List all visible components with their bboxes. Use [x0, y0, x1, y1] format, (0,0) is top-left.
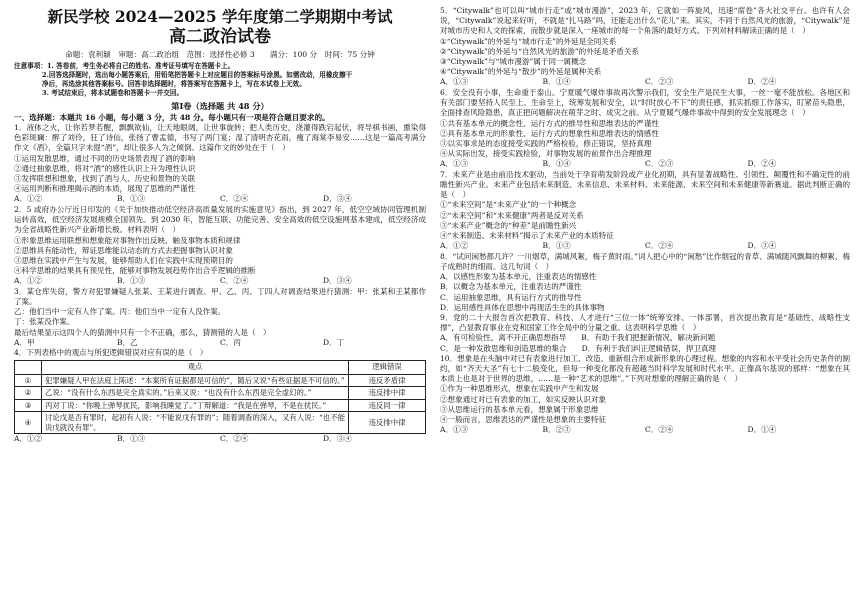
- question-stem: 10．想象是在头脑中对已有表象进行加工、改造、重新组合形成新形象的心理过程。想象的内容和水平受社会历史条件的制约，如“齐天大圣”有七十二般变化，但每一种变化都没有超越当时科学发展和时代水平。正像高尔基说的那样：“想象在其本质上也是对于世界的思维，……是一种“艺术的思维”。”下列对想象的理解正确的是（ ）: [440, 353, 850, 384]
- question-item: ②思维具有能动性，辩证思维能以动态的方式去把握事物认识对象: [14, 245, 233, 255]
- option-a[interactable]: A．①③: [440, 159, 469, 169]
- option-c[interactable]: C．②④: [220, 276, 249, 286]
- table-header: 逻辑错误: [349, 360, 426, 374]
- question-item: ③从思维运行的基本单元看，想象属于形象思维: [440, 404, 599, 414]
- table-row: [15, 412, 426, 434]
- question-item: ①“未来空间”是“未来产业”的一个种概念: [440, 200, 577, 210]
- question-1: [14, 123, 426, 205]
- row-text: 乙说：“没有什么东西是完全真实的。”后来又说：“也没有什么东西是完全虚幻的。”: [42, 387, 349, 400]
- option-a-b[interactable]: A．有可检验性，离不开正确思想指导 B．有助于我们把握新情况，解决新问题: [440, 333, 716, 343]
- question-item: ①共有基本单元的概念性、运行方式的推导性和思维表达的严谨性: [440, 118, 659, 128]
- question-stem: 7．未来产业是由前沿技术驱动，当前处于孕育萌发阶段或产业化初期，具有显著战略性、引领性、颠覆性和不确定性的前瞻性新兴产业。未来产业包括未来制造、未来信息、未来材料、未来能源、未来空间和未来健康等新赛道。据此判断正确的是（ ）: [440, 169, 850, 200]
- option-c[interactable]: C．丙: [220, 337, 241, 347]
- answer-options: [440, 159, 850, 170]
- question-item: ④运用判断和推理揭示酒的本质，展现了思维的严谨性: [14, 184, 196, 194]
- row-number: ③: [15, 399, 42, 412]
- section-note: 一、选择题：本题共 16 小题，每小题 3 分，共 48 分。每小题只有一项是符合题目要求的。: [14, 113, 330, 122]
- question-stem: 3．某仓库失窃，警方对犯罪嫌疑人张某、王某进行调查。甲、乙、丙、丁四人对调查结果进行猜测：甲：张某和王某都作了案。: [14, 286, 426, 307]
- option-c[interactable]: C．②④: [220, 434, 249, 444]
- question-item: ①作为一种思维形式，想象在实践中产生和发展: [440, 384, 599, 394]
- right-column: [434, 0, 860, 607]
- question-3: [14, 287, 426, 349]
- row-text: 讨论戊是否有罪时，起初有人说：“不能说戊有罪的”；随着调查的深入，又有人说：“也不能说戊就没有罪”。: [42, 412, 349, 434]
- note-line: 3. 考试结束后，将本试题卷和答题卡一并交回。: [42, 89, 184, 97]
- question-stem: 6．安全没有小事，生命重于泰山。宁夏暖气爆炸事故再次警示我们，安全生产是民生大事，一丝一毫不能放松。各地区和有关部门要坚持人民至上、生命至上，统筹发展和安全，以“时时放心不下”的责任感，抓实抓细工作落实，盯紧苗头隐患，全面排查风险隐患，真正把问题解决在萌芽之时、成灾之前。从宁夏暖气爆炸事故中得到的安全发展理念（ ）: [440, 87, 850, 118]
- option-a[interactable]: A．①②: [14, 276, 43, 286]
- option-c[interactable]: C．②④: [645, 241, 674, 251]
- option-d[interactable]: D．③④: [323, 276, 352, 286]
- option-a[interactable]: A．①②: [14, 434, 43, 444]
- note-line: 2.回答选择题时，选出每小题答案后，用铅笔把答题卡上对应题目的答案标号涂黑。如需改动，用橡皮擦干: [42, 71, 353, 79]
- question-item: ②通过抽象思维，将对“酒”的感性认识上升为理性认识: [14, 163, 196, 173]
- row-number: ④: [15, 412, 42, 434]
- table-header: 观点: [42, 360, 349, 374]
- option-c[interactable]: C．②④: [645, 425, 674, 435]
- answer-options: [440, 241, 850, 252]
- row-error: 违反排中律: [349, 387, 426, 400]
- row-number: ①: [15, 374, 42, 387]
- option-a[interactable]: A．①③: [440, 425, 469, 435]
- row-text: 犯罪嫌疑人甲在法庭上陈述：“本案所有证据都是可信的”，随后又说“有些证据是不可信的。”: [42, 374, 349, 387]
- option-c[interactable]: C．②③: [645, 77, 674, 87]
- option-b[interactable]: B．②③: [542, 425, 571, 435]
- option-b[interactable]: B．乙: [117, 337, 138, 347]
- option-d[interactable]: D．③④: [323, 194, 352, 204]
- option-c[interactable]: C．②③: [645, 159, 674, 169]
- option-b[interactable]: B．①③: [117, 434, 146, 444]
- question-item: ④从实际出发，接受实践检验，对事物发展的前景作出合理推理: [440, 149, 652, 159]
- option-a[interactable]: A．甲: [14, 337, 35, 347]
- row-error: 违反同一律: [349, 399, 426, 412]
- answer-options: [14, 276, 426, 287]
- option-d[interactable]: D．丁: [323, 337, 345, 347]
- option-b[interactable]: B．①③: [117, 194, 146, 204]
- table-row: [15, 374, 426, 387]
- question-item: ①运用发散思维，通过不同的历史场景表现了酒的影响: [14, 153, 196, 163]
- question-item: ②想象通过对已有表象的加工，如实反映认识对象: [440, 394, 607, 404]
- option-d[interactable]: D．运用感性具体在思想中再现活生生的具体事物: [440, 302, 605, 312]
- option-d[interactable]: D．③④: [323, 434, 352, 444]
- option-a[interactable]: A．①②: [14, 194, 43, 204]
- row-text: 丙对丁说：“你晚上弹琴扰民，影响我睡觉了。”丁辩解道：“我是在弹琴，不是在扰民。”: [42, 399, 349, 412]
- question-item: ②具有基本单元的形象性、运行方式的想象性和思维表达的情感性: [440, 128, 659, 138]
- question-item: ②“未来空间”和“未来健康”两者是反对关系: [440, 210, 584, 220]
- table-row: [15, 399, 426, 412]
- note-line: 注意事项：1. 答卷前，考生务必将自己的姓名、准考证号填写在答题卡上。: [14, 62, 235, 70]
- option-b[interactable]: B．①④: [542, 77, 571, 87]
- question-item: ③“Citywalk”与“城市漫游”属于同一属概念: [440, 57, 587, 67]
- section-title: 第Ⅰ卷（选择题 共 48 分）: [171, 101, 269, 111]
- exam-meta: 命题：袁利颖 审题：高二政治组 范围：选择性必修 3 满分：100 分 时间：75 分钟: [65, 50, 375, 59]
- question-item: ④“Citywalk”的外延与“散步”的外延是属种关系: [440, 67, 602, 77]
- question-item: ③“未来产业”概念的“种差”是前瞻性新兴: [440, 220, 577, 230]
- option-c-d[interactable]: C．是一种发散思维和创造思维的集合 D．有利于我们纠正逻辑错误，捍卫真理: [440, 343, 716, 353]
- question-5: [440, 6, 850, 88]
- question-item: ②“Citywalk”的外延与“自然风光的旅游”的外延是矛盾关系: [440, 46, 640, 56]
- exam-title: 新民学校 2024—2025 学年度第二学期期中考试: [47, 7, 393, 26]
- question-9: [440, 313, 850, 354]
- question-stem: 8．“试问闲愁都几许？一川烟草，满城风絮，梅子黄时雨。”词人把心中的“闲愁”比作烟冠的青草、满城随风飘舞的柳絮、梅子成熟时的细雨。这几句词（ ）: [440, 251, 850, 271]
- answer-options: [440, 77, 850, 88]
- question-10: [440, 354, 850, 436]
- question-stem: 9．党的二十大报告首次把教育、科技、人才进行“三位一体”统筹安排、一体部署，首次提出教育是“基础性、战略性支撑”，凸显教育事业在党和国家工作全局中的分量之重。这表明科学思维（ ）: [440, 312, 850, 333]
- option-a[interactable]: A．以感性形象为基本单元，注重表达的情感性: [440, 272, 597, 282]
- option-b[interactable]: B．①③: [542, 241, 571, 251]
- question-8: [440, 252, 850, 313]
- question-7: [440, 170, 850, 252]
- note-line: 净后，再选涂其他答案标号。回答非选择题时，将答案写在答题卡上，写在本试卷上无效。: [42, 80, 306, 88]
- question-item: ④一般而言，思维表达的严谨性是想象的主要特征: [440, 415, 607, 425]
- logic-table: [14, 360, 426, 435]
- question-item: ④“未来制造、未来材料”揭示了未来产业的本质特征: [440, 231, 614, 241]
- question-item: ④科学思维的结果具有预见性，能够对事物发展趋势作出合乎逻辑的推断: [14, 266, 256, 276]
- exam-subtitle: 高二政治试卷: [169, 27, 271, 47]
- question-item: 丁：张某没作案。: [14, 317, 75, 327]
- option-d[interactable]: D．②④: [747, 77, 777, 87]
- option-a[interactable]: A．①③: [440, 77, 469, 87]
- question-4: [14, 348, 426, 444]
- question-stem: 5．“Citywalk”也可以叫“城市行走”或“城市漫游”，2023 年，它就如一阵旋风，迅速“席卷”各大社交平台。也许有人会说，“Citywalk”说起来好听，不就是“扎马路”吗，还能走出什么“花儿”来。其实，不同于自然风光的旅游，“Citywalk”是对城市历史和人文的探索，而散步就是深入一座城市的每一个角落的最好方式。下列对材料解读正确的是（ ）: [440, 6, 850, 36]
- row-error: 违反排中律: [349, 412, 426, 434]
- question-item: ③发挥联想和想象，找到了酒与人、历史和景物的关联: [14, 174, 196, 184]
- table-header: [15, 360, 42, 374]
- option-b[interactable]: B．①④: [542, 159, 571, 169]
- question-2: [14, 205, 426, 287]
- question-stem: 1．液体之火，让你若梦若醒，飘飘欲仙，让天地眼阔，让世事旋转；把人类历史，浇灌得跌宕起伏，将导棋书画，熏染得色彩斑斓：醉了刘伶，狂了诗仙，张扬了曹孟德，书写了两门宴；湿了清明杏花雨，瘦了海棠李易安……这是一篇高考满分作文《酒》，全篇只字未提“酒”，却让很多人为之倾倒。这篇作文的妙处在于（ ）: [14, 123, 426, 153]
- question-item: ①形象思维运用联想和想象能对事物作出反映，触及事物本质和规律: [14, 235, 241, 245]
- table-row: [15, 387, 426, 400]
- question-item: 乙：他们当中一定有人作了案。丙：他们当中一定有人没作案。: [14, 307, 226, 317]
- option-d[interactable]: D．②④: [747, 159, 777, 169]
- row-number: ②: [15, 387, 42, 400]
- question-stem: 2．5 或府办公厅近日印发的《关于加快推动低空经济高质量发展的实施意见》指出，到 2027 年，低空空域协同管理机制运转高效，低空经济发展规模全国领先。到 2030 年，智能互联、功能完善、安全高效的低空设施网基本建成，低空经济成为全省战略性新兴产业新增长极。材料表明（ ）: [14, 204, 426, 235]
- option-d[interactable]: D．③④: [747, 241, 777, 251]
- question-stem: 4．下列表格中的观点与所犯逻辑错误对应有误的是（ ）: [14, 348, 208, 358]
- question-item: ③思维在实践中产生与发展，能够帮助人们在实践中实现预期目的: [14, 255, 233, 265]
- answer-options: [14, 338, 426, 349]
- table-header-row: [15, 360, 426, 374]
- exam-notes: [14, 62, 426, 98]
- option-b[interactable]: B．以概念为基本单元，注重表达的严谨性: [440, 282, 582, 292]
- question-item: 最后结果显示这四个人的猜测中只有一个不正确，那么，猜测错的人是（ ）: [14, 327, 271, 337]
- option-c[interactable]: C．②④: [220, 194, 249, 204]
- option-d[interactable]: D．①④: [747, 425, 777, 435]
- option-b[interactable]: B．①③: [117, 276, 146, 286]
- row-error: 违反矛盾律: [349, 374, 426, 387]
- question-item: ①“Citywalk”的外延与“城市行走”的外延是全同关系: [440, 36, 617, 46]
- answer-options: [14, 194, 426, 205]
- option-c[interactable]: C．运用抽象思维，具有运行方式的推导性: [440, 292, 582, 302]
- question-6: [440, 88, 850, 170]
- option-a[interactable]: A．①②: [440, 241, 469, 251]
- answer-options: [14, 434, 426, 445]
- answer-options: [440, 425, 850, 436]
- question-item: ③以实事求是的态度接受实践的严格检验，修正错误，坚持真理: [440, 138, 652, 148]
